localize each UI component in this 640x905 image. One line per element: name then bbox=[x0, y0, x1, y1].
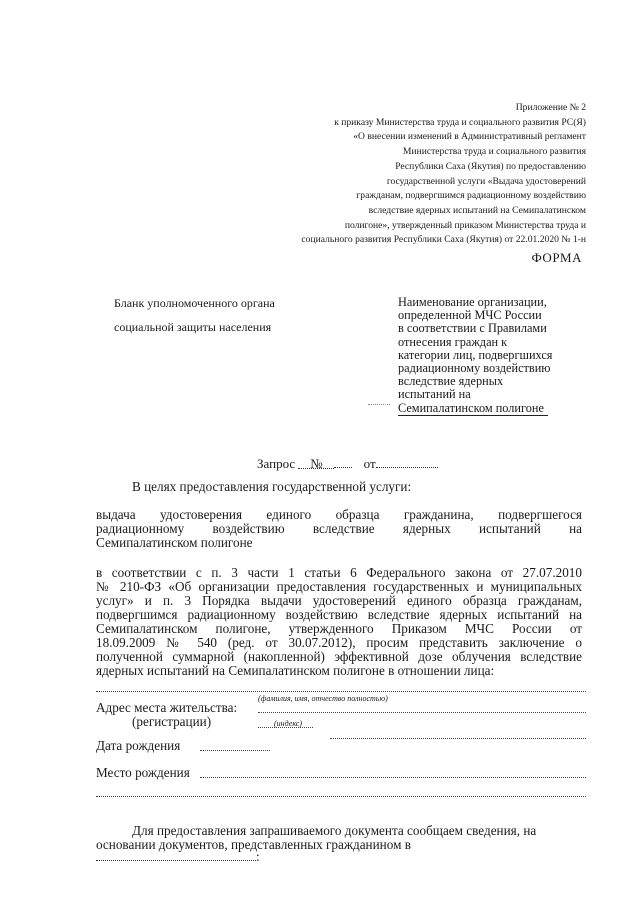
appendix-line: вследствие ядерных испытаний на Семипалатинском bbox=[368, 204, 586, 216]
appendix-line: Республики Саха (Якутия) по предоставлению bbox=[395, 160, 586, 172]
appendix-line: социального развития Республики Саха (Якутия) от 22.01.2020 № 1-н bbox=[301, 234, 586, 246]
fio-hint: (фамилия, имя, отчество полностью) bbox=[258, 694, 388, 703]
service-line-2: радиационному воздействию вследствие ядерных испытаний на bbox=[96, 521, 582, 536]
appendix-line: полигоне», утвержденный приказом Министерства труда и bbox=[344, 219, 586, 231]
organization-line: вследствие ядерных bbox=[398, 374, 504, 389]
organization-line: радиационному воздействию bbox=[398, 361, 551, 376]
birth-place-field[interactable] bbox=[200, 777, 586, 778]
blank-line-1: Бланк уполномоченного органа bbox=[114, 296, 275, 310]
appendix-line: к приказу Министерства труда и социального развития РС(Я) bbox=[334, 116, 586, 128]
registration-label: (регистрации) bbox=[132, 714, 212, 729]
closing-line-2: основании документов, представленных гражданином в bbox=[96, 837, 411, 852]
closing-colon: : bbox=[256, 849, 260, 864]
closing-field-row bbox=[96, 848, 260, 865]
service-line-3: Семипалатинском полигоне bbox=[96, 535, 253, 550]
fio-field[interactable] bbox=[96, 691, 586, 692]
appendix-line: Министерства труда и социального развития bbox=[402, 146, 586, 158]
appendix-line: Приложение № 2 bbox=[515, 102, 586, 113]
form-label: ФОРМА bbox=[531, 250, 582, 265]
appendix-line: «О внесении изменений в Административный регламент bbox=[353, 131, 586, 143]
body-line: подвергшимся радиационному воздействию вследствие ядерных испытаний на bbox=[96, 607, 582, 622]
body-line: в соответствии с п. 3 части 1 статьи 6 Федерального закона от 27.07.2010 bbox=[96, 565, 582, 580]
body-last-line: ядерных испытаний на Семипалатинском полигоне в отношении лица: bbox=[96, 663, 495, 678]
purpose-text: В целях предоставления государственной услуги: bbox=[132, 479, 412, 494]
separator-dots bbox=[368, 404, 390, 405]
organization-line: в соответствии с Правилами bbox=[398, 321, 547, 336]
request-line bbox=[257, 455, 438, 472]
request-from: от bbox=[363, 456, 376, 471]
blank-line-2: социальной защиты населения bbox=[114, 320, 272, 334]
organization-line: категории лиц, подвергшихся bbox=[398, 347, 553, 362]
closing-field[interactable] bbox=[96, 848, 256, 861]
organization-line: определенной МЧС России bbox=[398, 308, 542, 323]
service-line-1: выдача удостоверения единого образца гражданина, подвергшегося bbox=[96, 507, 582, 522]
address-field[interactable] bbox=[258, 712, 586, 713]
index-field[interactable] bbox=[258, 727, 313, 728]
body-line: 18.09.2009 № 540 (ред. от 30.07.2012), просим представить заключение о bbox=[96, 635, 582, 650]
organization-line: отнесения граждан к bbox=[398, 334, 508, 349]
body-line: Семипалатинском полигоне, утвержденного Приказом МЧС России от bbox=[96, 621, 582, 636]
birth-place-label: Место рождения bbox=[96, 765, 190, 780]
body-line: № 210-ФЗ «Об организации предоставления государственных и муниципальных bbox=[96, 579, 582, 594]
address-label: Адрес места жительства: bbox=[96, 700, 238, 715]
birth-date-field[interactable] bbox=[200, 750, 270, 751]
organization-block bbox=[398, 296, 578, 416]
body-line: полученной суммарной (накопленной) эффективной дозе облучения вследствие bbox=[96, 649, 582, 664]
birth-date-label: Дата рождения bbox=[96, 738, 181, 753]
organization-line: Наименование организации, bbox=[398, 295, 547, 309]
closing-line-1: Для предоставления запрашиваемого документа сообщаем сведения, на bbox=[132, 823, 537, 838]
appendix-line: государственной услуги «Выдача удостоверений bbox=[386, 175, 586, 187]
request-number-field[interactable] bbox=[334, 455, 352, 468]
index-hint: (индекс) bbox=[274, 719, 302, 728]
request-date-field[interactable] bbox=[376, 455, 438, 468]
address-field-2[interactable] bbox=[330, 738, 586, 739]
request-label: Запрос bbox=[257, 456, 296, 471]
appendix-header bbox=[226, 101, 586, 248]
body-line: услуг» и п. 3 Порядка выдачи удостоверений единого образца гражданам, bbox=[96, 593, 582, 608]
appendix-line: гражданам, подвергшимся радиационному воздействию bbox=[356, 190, 586, 202]
birth-place-field-2[interactable] bbox=[96, 796, 586, 797]
organization-last-line: Семипалатинском полигоне bbox=[398, 402, 548, 416]
request-number-sign: № bbox=[310, 456, 323, 471]
organization-line: испытаний на bbox=[398, 387, 471, 402]
